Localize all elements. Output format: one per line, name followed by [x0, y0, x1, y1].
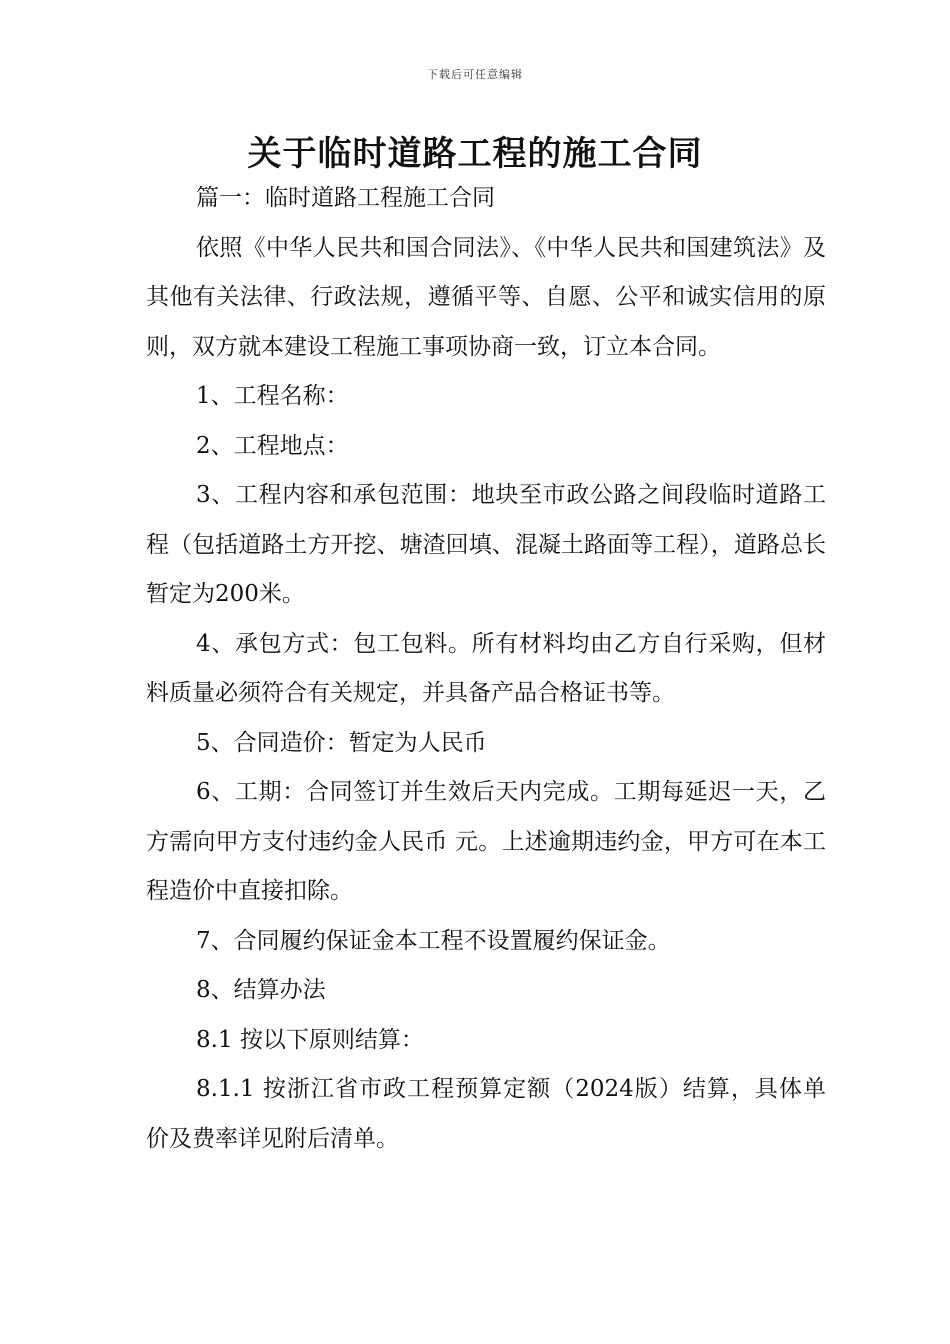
- clause-project-name: 1、工程名称：: [196, 383, 349, 409]
- clause-contract-method: 4、承包方式：包工包料。所有材料均由乙方自行采购，但材料质量必须符合有关规定，并具备产品合格证书等。: [146, 630, 826, 706]
- clause-construction-period: 6、工期：合同签订并生效后天内完成。工期每延迟一天，乙方需向甲方支付违约金人民币 元。上述逾期违约金，甲方可在本工程造价中直接扣除。: [146, 779, 826, 904]
- document-title: 关于临时道路工程的施工合同: [247, 134, 703, 174]
- clause-settlement: 8、结算办法: [196, 977, 326, 1003]
- clause-project-location: 2、工程地点：: [196, 432, 349, 459]
- preamble-paragraph: 依照《中华人民共和国合同法》、《中华人民共和国建筑法》及其他有关法律、行政法规，遵循平等、自愿、公平和诚实信用的原则，双方就本建设工程施工事项协商一致，订立本合同。: [146, 234, 826, 360]
- header-note: 下载后可任意编辑: [427, 68, 523, 81]
- clause-contract-price: 5、合同造价：暂定为人民币: [196, 729, 487, 756]
- clause-settlement-quota: 8.1.1 按浙江省市政工程预算定额（2024版）结算，具体单价及费率详见附后清单。: [146, 1076, 826, 1152]
- document-body: [146, 174, 826, 1164]
- section-heading: 篇一：临时道路工程施工合同: [196, 185, 495, 211]
- clause-settlement-principle: 8.1 按以下原则结算：: [196, 1026, 424, 1053]
- clause-project-scope: 3、工程内容和承包范围：地块至市政公路之间段临时道路工程（包括道路土方开挖、塘渣回填、混凝土路面等工程），道路总长暂定为200米。: [146, 482, 826, 607]
- clause-performance-bond: 7、合同履约保证金本工程不设置履约保证金。: [196, 927, 671, 954]
